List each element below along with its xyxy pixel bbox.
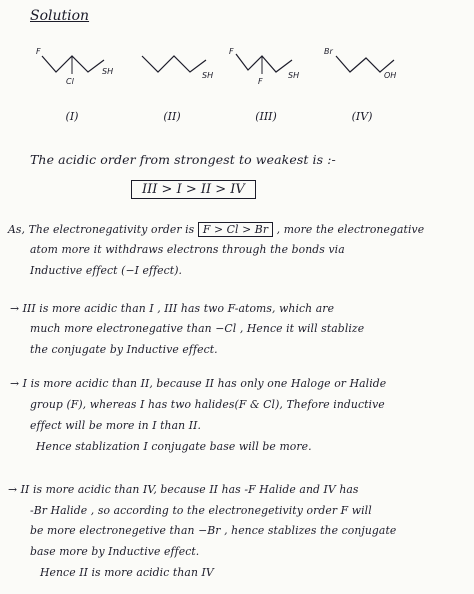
para2-line3: the conjugate by Inductive effect. (30, 343, 218, 356)
para4-line4: base more by Inductive effect. (30, 545, 200, 558)
structure-2-label: (II) (163, 110, 181, 123)
structure-1-atom-2: Cl (66, 77, 74, 86)
structure-1-drawing (32, 34, 142, 104)
para1-line1 (8, 222, 424, 237)
structure-4 (322, 34, 432, 129)
electronegativity-order-box: F > Cl > Br (198, 222, 273, 237)
structure-4-label: (IV) (351, 110, 373, 123)
structure-4-atom-2: OH (384, 71, 397, 80)
para3-line1: → I is more acidic than II, because II has only one Haloge or Halide (10, 377, 387, 390)
para2-line1: → III is more acidic than I , III has two F-atoms, which are (10, 302, 335, 315)
structure-2-atom-1: SH (202, 71, 214, 80)
structure-1-atom-1: F (36, 47, 41, 56)
para4-line3: be more electronegetive than −Br , hence stablizes the conjugate (30, 524, 397, 537)
acidic-order-box: III > I > II > IV (131, 180, 256, 199)
structure-4-drawing (322, 34, 432, 104)
structure-1 (32, 34, 142, 129)
para1-line1-post: , more the electronegative (276, 223, 425, 236)
structure-1-label: (I) (65, 110, 79, 123)
structure-3 (226, 34, 336, 129)
structure-3-drawing (226, 34, 336, 104)
structure-4-atom-1: Br (324, 47, 333, 56)
para3-line3: effect will be more in I than II. (30, 419, 201, 432)
para3-line2: group (F), whereas I has two halides(F & Cl), Thefore inductive (30, 398, 385, 411)
structure-3-atom-3: SH (288, 71, 300, 80)
para1-line1-pre: As, The electronegativity order is (8, 223, 195, 236)
para1-line3: Inductive effect (−I effect). (30, 264, 183, 277)
structure-1-atom-3: SH (102, 67, 114, 76)
structure-3-atom-1: F (229, 47, 234, 56)
para4-line5: Hence II is more acidic than IV (40, 566, 214, 579)
para2-line2: much more electronegative than −Cl , Hence it will stablize (30, 322, 365, 335)
structure-3-atom-2: F (258, 77, 263, 86)
para4-line1: → II is more acidic than IV, because II has -F Halide and IV has (8, 483, 359, 496)
para3-line4: Hence stablization I conjugate base will be more. (36, 440, 312, 453)
intro-text: The acidic order from strongest to weakest is :- (30, 152, 336, 167)
structure-3-label: (III) (255, 110, 277, 123)
para1-line2: atom more it withdraws electrons through the bonds via (30, 243, 345, 256)
para4-line2: -Br Halide , so according to the electronegetivity order F will (30, 504, 372, 517)
solution-title: Solution (30, 8, 90, 24)
